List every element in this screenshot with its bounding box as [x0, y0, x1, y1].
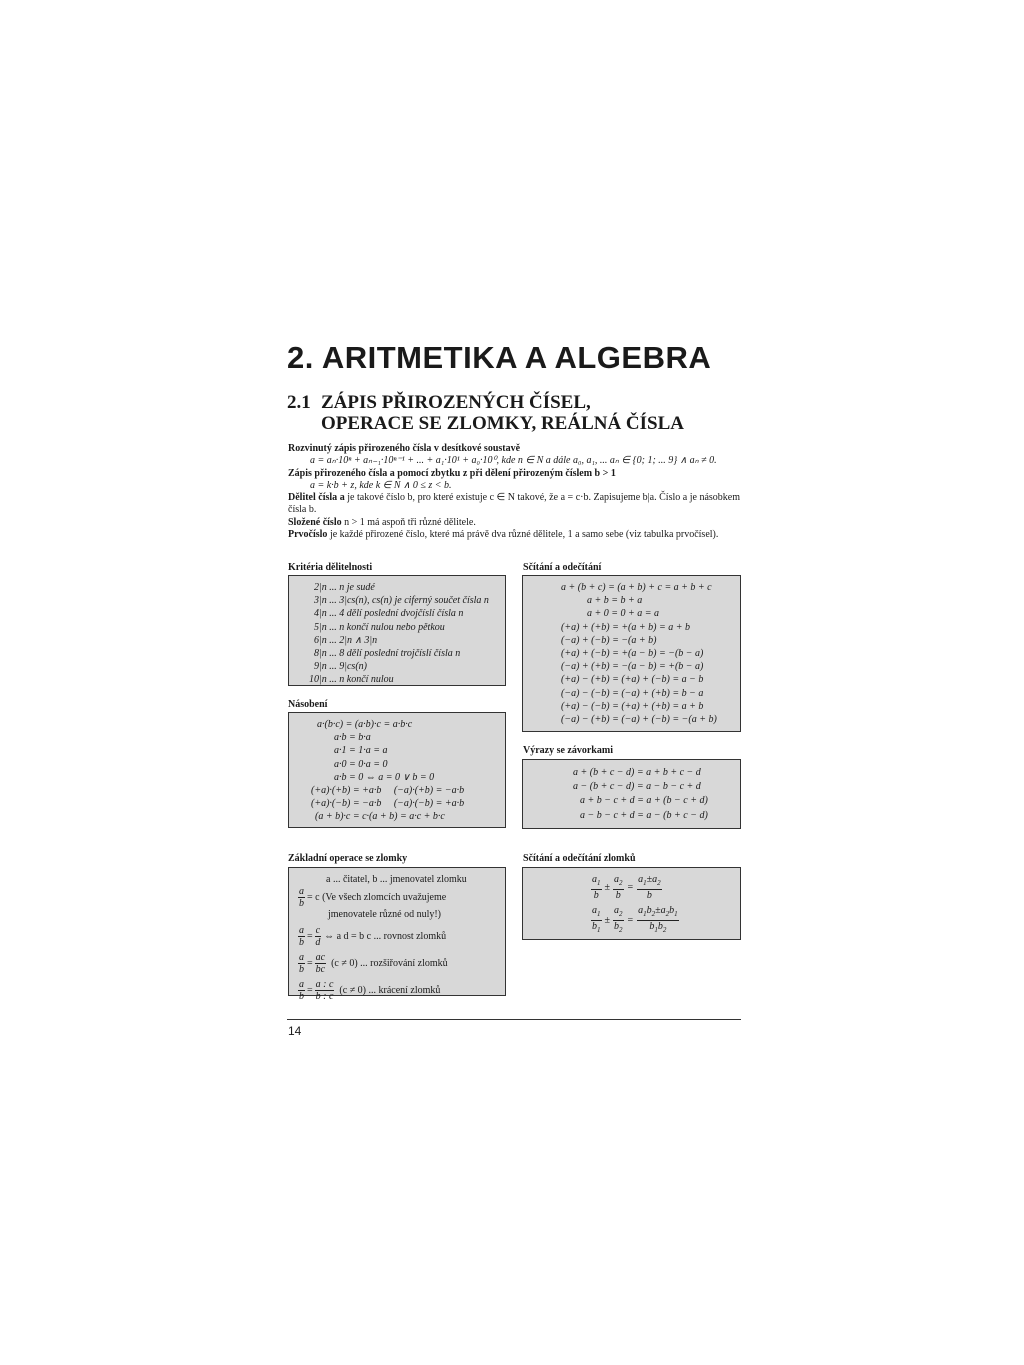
fraction-c-over-d: $\frac{c}{d}$	[315, 925, 321, 948]
slozene-term: Složené číslo	[288, 516, 342, 528]
multiplication-row: (+a)·(−b) = −a·b (−a)·(−b) = +a·b	[311, 798, 465, 810]
fraction-equal-text: ⇔ a d = b c ... rovnost zlomků	[324, 930, 447, 942]
chapter-title: 2. ARITMETIKA A ALGEBRA	[287, 340, 712, 375]
slozene-text: n > 1 má aspoň tři různé dělitele.	[344, 516, 476, 528]
fraction-def-eq2: jmenovatele různé od nuly!)	[328, 909, 442, 920]
fraction-expand-text: (c ≠ 0) ... rozšiřování zlomků	[331, 957, 448, 969]
section-number: 2.1	[287, 392, 311, 413]
fraction-def-text: a ... čitatel, b ... jmenovatel zlomku	[326, 874, 467, 885]
addition-row: (−a) − (+b) = (−a) + (−b) = −(a + b)	[561, 714, 717, 726]
fraction-addition-heading: Sčítání a odečítání zlomků	[523, 853, 636, 864]
fraction-sum-rule: $\frac{a_1}{b}$ ± $\frac{a_2}{b}$ = $\frac{a_1\pm a_2}{b}$	[592, 874, 661, 901]
fraction-reduce-text: (c ≠ 0) ... krácení zlomků	[339, 984, 441, 996]
addition-row: (−a) + (−b) = −(a + b)	[561, 634, 657, 646]
fraction-a-over-b: $\frac{a}{b}$	[299, 886, 304, 909]
prvocislo-text: je každé přirozené číslo, které má právě dva různé dělitele, 1 a samo sebe (viz tabulka prvočísel).	[329, 529, 719, 541]
criteria-row: 2|n ... n je sudé	[314, 582, 375, 593]
multiplication-row: a·(b·c) = (a·b)·c = a·b·c	[317, 719, 413, 730]
fraction-definition	[298, 886, 505, 909]
fraction-addition-box	[522, 867, 741, 940]
fraction-ac-over-bc: $\frac{ac}{bc}$	[315, 952, 326, 975]
fractions-heading: Základní operace se zlomky	[288, 853, 408, 864]
delitel-term: Dělitel čísla a	[288, 492, 345, 504]
addition-row: a + (b + c) = (a + b) + c = a + b + c	[561, 582, 712, 593]
addition-row: (+a) − (−b) = (+a) + (+b) = a + b	[561, 700, 704, 712]
addition-box	[522, 575, 741, 732]
fraction-a-over-b: $\frac{a}{b}$	[299, 952, 304, 975]
multiplication-row: a·b = b·a	[334, 732, 371, 744]
delitel-definition	[288, 492, 740, 517]
multiplication-row: (a + b)·c = c·(a + b) = a·c + b·c	[315, 811, 445, 823]
addition-row: (−a) − (−b) = (−a) + (+b) = b − a	[561, 687, 704, 699]
addition-row: a + 0 = 0 + a = a	[587, 608, 659, 620]
slozene-definition	[288, 517, 740, 529]
criteria-row: 8|n ... 8 dělí poslední trojčíslí čísla n	[314, 648, 461, 660]
criteria-row: 5|n ... n končí nulou nebo pětkou	[314, 621, 445, 633]
fractions-box	[288, 867, 506, 1002]
fraction-a-over-b: $\frac{a}{b}$	[299, 925, 304, 948]
brackets-row: a − (b + c − d) = a − b − c + d	[573, 781, 701, 793]
multiplication-heading: Násobení	[288, 699, 328, 710]
intro-formula-2: a = k·b + z, kde k ∈ N ∧ 0 ≤ z < b.	[310, 479, 452, 491]
multiplication-row: a·1 = 1·a = a	[334, 745, 388, 757]
multiplication-row: a·0 = 0·a = 0	[334, 758, 388, 770]
fraction-ac-over-bc-div: $\frac{a : c}{b : c}$	[315, 979, 334, 1002]
criteria-row: 6|n ... 2|n ∧ 3|n	[314, 634, 378, 646]
criteria-row: 9|n ... 9|cs(n)	[314, 661, 367, 673]
section-title-line2: OPERACE SE ZLOMKY, REÁLNÁ ČÍSLA	[321, 413, 685, 434]
addition-row: (+a) − (+b) = (+a) + (−b) = a − b	[561, 674, 704, 686]
criteria-row: 10|n ... n končí nulou	[309, 674, 394, 686]
addition-heading: Sčítání a odečítání	[523, 562, 602, 573]
fraction-equality: $\frac{a}{b}$ = $\frac{c}{d}$ ⇔ a d = b c ... rovnost zlomků	[299, 925, 447, 948]
intro-heading-1: Rozvinutý zápis přirozeného čísla v desítkové soustavě	[288, 443, 521, 454]
addition-row: a + b = b + a	[587, 595, 643, 607]
intro-block	[288, 443, 740, 541]
fraction-expansion: $\frac{a}{b}$ = $\frac{ac}{bc}$ (c ≠ 0) ... rozšiřování zlomků	[299, 952, 448, 975]
fraction-def-eq: = c (Ve všech zlomcích uvažujeme	[307, 891, 447, 903]
brackets-row: a + (b + c − d) = a + b + c − d	[573, 767, 701, 778]
intro-heading-2: Zápis přirozeného čísla a pomocí zbytku z při dělení přirozeným číslem b > 1	[288, 467, 616, 479]
criteria-row: 3|n ... 3|cs(n), cs(n) je ciferný součet čísla n	[314, 595, 489, 607]
brackets-heading: Výrazy se závorkami	[523, 745, 613, 756]
brackets-row: a + b − c + d = a + (b − c + d)	[580, 795, 708, 807]
criteria-row: 4|n ... 4 dělí poslední dvojčíslí čísla n	[314, 608, 464, 620]
section-title	[287, 392, 747, 434]
footer-rule	[287, 1019, 741, 1020]
brackets-box	[522, 759, 741, 829]
fraction-a-over-b: $\frac{a}{b}$	[299, 979, 304, 1002]
prvocislo-definition	[288, 529, 740, 541]
addition-row: (+a) + (−b) = +(a − b) = −(b − a)	[561, 648, 704, 660]
fraction-general-sum-rule: $\frac{a_1}{b_1}$ ± $\frac{a_2}{b_2}$ = $\frac{a_1b_2\pm a_2b_1}{b_1b_2}$	[592, 905, 678, 934]
multiplication-row: a·b = 0 ⇔ a = 0 ∨ b = 0	[334, 771, 435, 783]
section-title-line1: ZÁPIS PŘIROZENÝCH ČÍSEL,	[321, 392, 591, 413]
prvocislo-term: Prvočíslo	[288, 529, 328, 541]
criteria-heading: Kritéria dělitelnosti	[288, 562, 373, 573]
fraction-reduction: $\frac{a}{b}$ = $\frac{a : c}{b : c}$ (c ≠ 0) ... krácení zlomků	[299, 979, 441, 1002]
addition-row: (+a) + (+b) = +(a + b) = a + b	[561, 621, 690, 633]
brackets-row: a − b − c + d = a − (b + c − d)	[580, 809, 708, 821]
multiplication-box	[288, 712, 506, 828]
multiplication-row: (+a)·(+b) = +a·b (−a)·(+b) = −a·b	[311, 785, 465, 797]
intro-formula-1: a = aₙ·10ⁿ + aₙ₋₁·10ⁿ⁻¹ + ... + a₁·10¹ + a₀·10⁰, kde n ∈ N a dále a₀, a₁, ... aₙ ∈ {0; 1; ... 9} ∧ aₙ ≠ 0.	[310, 455, 717, 467]
criteria-box	[288, 575, 506, 686]
delitel-text: je takové číslo b, pro které existuje c ∈ N takové, že a = c·b. Zapisujeme b|a. Číslo a je násobkem čísla b.	[288, 492, 741, 516]
page-number: 14	[288, 1024, 302, 1038]
addition-row: (−a) + (+b) = −(a − b) = +(b − a)	[561, 661, 704, 673]
